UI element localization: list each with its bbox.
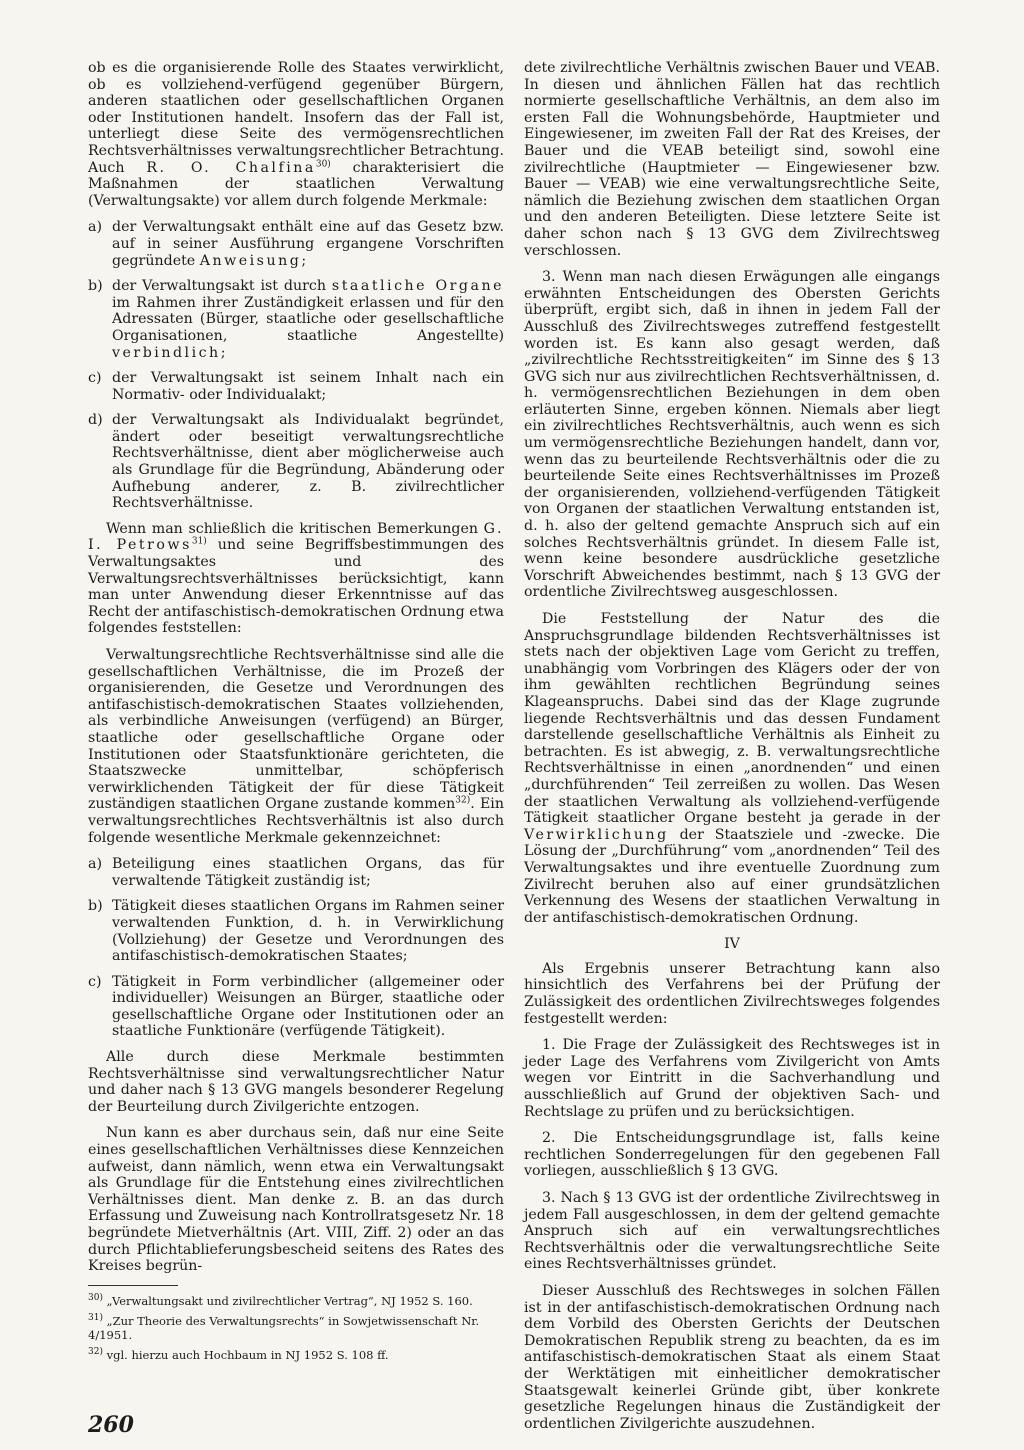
paragraph: ob es die organisierende Rolle des Staates verwirklicht, ob es vollziehend-verfügend gegenüber Bürgern, anderen staatlichen oder gesellschaftlichen Organen oder Institutionen handelt. Insofern das der Fall ist, unterliegt diese Seite des vermögensrechtlichen Rechtsverhältnisses verwaltungsrechtlicher Betrachtung. Auch R. O. Chalfina$^{30)}$ charakterisiert die Maßnahmen der staatlichen Verwaltung (Verwaltungsakte) vor allem durch folgende Merkmale: [88,60,505,209]
paragraph: 1. Die Frage der Zulässigkeit des Rechtsweges ist in jeder Lage des Verfahrens vom Zivilgericht von Amts wegen vor Eintritt in die Sachverhandlung und ausschließlich auf Grund der objektiven Sach- und Rechtslage zu prüfen und zu berücksichtigen. [524,1037,940,1120]
section-heading: IV [724,936,740,953]
footnote-ref: 31) [191,536,207,547]
list-item: b) der Verwaltungsakt ist durch staatliche Organe im Rahmen ihrer Zuständigkeit erlassen und für den Adressaten (Bürger, staatliche oder gesellschaftliche Organisationen, staatliche Angestellte) verbindlich; [88,278,504,361]
list-item: c) Tätigkeit in Form verbindlicher (allgemeiner oder individueller) Weisungen an Bürger, staatliche oder gesellschaftliche Organe oder Institutionen oder an staatliche Funktionäre (verfügende Tätigkeit). [88,973,504,1040]
list-item: c) der Verwaltungsakt ist seinem Inhalt nach ein Normativ- oder Individualakt; [88,370,504,403]
paragraph: Verwaltungsrechtliche Rechtsverhältnisse sind alle die gesellschaftlichen Verhältnisse, die im Prozeß der organisierenden, die Gesetze und Verordnungen des antifaschistisch-demokratischen Staates vollziehenden, als verbindliche Anweisungen (verfügend) an Bürger, staatliche oder gesellschaftliche Organe oder Institutionen oder Staatsfunktionäre gerichteten, die Staatszwecke unmittelbar, schöpferisch verwirklichenden Tätigkeit der für diese Tätigkeit zuständigen staatlichen Organe zustande kommen$^{32)}$. Ein verwaltungsrechtliches Rechtsverhältnis ist also durch folgende wesentliche Merkmale gekennzeichnet: [88,647,504,846]
footnote-ref: 30) [315,158,331,169]
paragraph: 2. Die Entscheidungsgrundlage ist, falls keine rechtlichen Sonderregelungen für den gegebenen Fall vorliegen, ausschließlich § 13 GVG. [524,1130,940,1180]
right-column [524,60,940,1442]
paragraph: Dieser Ausschluß des Rechtsweges in solchen Fällen ist in der antifaschistisch-demokratischen Ordnung nach dem Vorbild des Obersten Gerichts der Deutschen Demokratischen Republik streng zu beachten, da es im antifaschistisch-demokratischen Staat als einem Staat der Werktätigen mit einheitlicher demokratischer Staatsgewalt keinerlei Gründe gibt, über konkrete gesetzliche Regelungen hinaus die Zuständigkeit der ordentlichen Zivilgerichte auszudehnen. [524,1282,940,1432]
footnote-ref: 32) [455,795,471,806]
list-item: d) der Verwaltungsakt als Individualakt begründet, ändert oder beseitigt verwaltungsrechtliche Rechtsverhältnisse, dient aber möglicherweise auch als Grundlage für die Begründung, Abänderung oder Aufhebung anderer, z. B. zivilrechtlicher Rechtsverhältnisse. [88,412,504,512]
paragraph: 3. Nach § 13 GVG ist der ordentliche Zivilrechtsweg in jedem Fall ausgeschlossen, in dem der geltend gemachte Anspruch sich auf ein verwaltungsrechtliches Rechtsverhältnis oder die verwaltungsrechtliche Seite eines Rechtsverhältnisses gründet. [524,1190,940,1273]
list-item: a) Beteiligung eines staatlichen Organs, das für verwaltende Tätigkeit zuständig ist; [88,856,504,889]
list-item: b) Tätigkeit dieses staatlichen Organs im Rahmen seiner verwaltenden Funktion, d. h. in Verwirklichung (Vollziehung) der Gesetze und Verordnungen des antifaschistisch-demokratischen Staates; [88,898,504,965]
list-item: a) der Verwaltungsakt enthält eine auf das Gesetz bzw. auf in seiner Ausführung ergangene Vorschriften gegründete Anweisung; [88,219,504,269]
footnote-divider [88,1285,178,1286]
paragraph: dete zivilrechtliche Verhältnis zwischen Bauer und VEAB. In diesen und ähnlichen Fällen hat das rechtlich normierte gesellschaftliche Verhältnis, an dem also im ersten Fall die Wohnungsbehörde, Hauptmieter und Eingewiesener, im zweiten Fall der Rat des Kreises, der Bauer und die VEAB beteiligt sind, sowohl eine zivilrechtliche (Hauptmieter — Eingewiesener bzw. Bauer — VEAB) wie eine verwaltungsrechtliche Seite, nämlich die Beziehung zwischen dem staatlichen Organ und den anderen Beteiligten. Diese letztere Seite ist daher schon nach § 13 GVG dem Zivilrechtsweg verschlossen. [524,60,940,259]
author-name: R. O. Chalfina [146,159,316,176]
author-name: G. I. Petrows [88,520,504,554]
page-number: 260 [88,1412,134,1438]
paragraph: 3. Wenn man nach diesen Erwägungen alle eingangs erwähnten Entscheidungen des Obersten Gerichts überprüft, ergibt sich, daß in ihnen in jedem Fall der Ausschluß des Zivilrechtsweges zutreffend festgestellt worden ist. Es kann also gesagt werden, daß „zivilrechtliche Rechtsstreitigkeiten“ im Sinne des § 13 GVG sich nur aus zivilrechtlichen Rechtsverhältnissen, d. h. vermögensrechtlichen Beziehungen in dem oben erläuterten Sinne, ergeben können. Niemals aber liegt ein zivilrechtliches Rechtsverhältnis, auch wenn es sich um vermögensrechtliche Beziehungen handelt, dann vor, wenn das zu beurteilende Rechtsverhältnis oder die zu beurteilende Seite eines Rechtsverhältnisses im Prozeß der organisierenden, vollziehend-verfügenden Tätigkeit von Organen der staatlichen Verwaltung entstanden ist, d. h. also der geltend gemachte Anspruch sich auf ein solches Rechtsverhältnis gründet. In diesem Falle ist, wenn keine besondere ausdrückliche gesetzliche Vorschrift Abweichendes bestimmt, nach § 13 GVG der ordentliche Zivilrechtsweg ausgeschlossen. [524,269,940,601]
paragraph: Als Ergebnis unserer Betrachtung kann also hinsichtlich des Verfahrens bei der Prüfung der Zulässigkeit des ordentlichen Zivilrechtsweges folgendes festgestellt werden: [524,960,940,1027]
footnote: $^{30)}$ „Verwaltungsakt und zivilrechtlicher Vertrag“, NJ 1952 S. 160. [88,1292,473,1308]
footnote: $^{32)}$ vgl. hierzu auch Hochbaum in NJ 1952 S. 108 ff. [88,1346,389,1362]
paragraph: Die Feststellung der Natur des die Anspruchsgrundlage bildenden Rechtsverhältnisses ist stets nach der objektiven Lage vom Gericht zu treffen, unabhängig vom Vorbringen des Klägers oder der von ihm gewählten rechtlichen Begründung seines Klageanspruchs. Dabei sind das der Klage zugrunde liegende Rechtsverhältnis und das dessen Fundament darstellende gesellschaftliche Verhältnis als Einheit zu betrachten. Es ist abwegig, z. B. verwaltungsrechtliche Rechtsverhältnisse in einen „anordnenden“ und einen „durchführenden“ Teil zerreißen zu wollen. Das Wesen der staatlichen Verwaltung als vollziehend-verfügende Tätigkeit staatlicher Organe besteht ja gerade in der Verwirklichung der Staatsziele und -zwecke. Die Lösung der „Durchführung“ vom „anordnenden“ Teil des Verwaltungsaktes und ihre eventuelle Zuordnung zum Zivilrecht beruhen also auf einer grundsätzlichen Verkennung des Wesens der staatlichen Verwaltung in der antifaschistisch-demokratischen Ordnung. [524,611,940,926]
left-column [88,60,504,1368]
footnote: $^{31)}$ „Zur Theorie des Verwaltungsrechts“ in Sowjetwissenschaft Nr. 4/1951. [88,1312,480,1342]
paragraph: Alle durch diese Merkmale bestimmten Rechtsverhältnisse sind verwaltungsrechtlicher Natur und daher nach § 13 GVG mangels besonderer Regelung der Beurteilung durch Zivilgerichte entzogen. [88,1049,504,1115]
paragraph: Wenn man schließlich die kritischen Bemerkungen G. I. Petrows$^{31)}$ und seine Begriffsbestimmungen des Verwaltungsaktes und des Verwaltungsrechtsverhältnisses berücksichtigt, kann man unter Anwendung dieser Erkenntnisse auf das Recht der antifaschistisch-demokratischen Ordnung etwa folgendes feststellen: [88,520,504,637]
paragraph: Nun kann es aber durchaus sein, daß nur eine Seite eines gesellschaftlichen Verhältnisses diese Kennzeichen aufweist, dann nämlich, wenn etwa ein Verwaltungsakt als Grundlage für die Entstehung eines zivilrechtlichen Verhältnisses dient. Man denke z. B. an das durch Erfassung und Zuweisung nach Kontrollratsgesetz Nr. 18 begründete Mietverhältnis (Art. VIII, Ziff. 2) oder an das durch Pflichtablieferungsbescheid seitens des Rates des Kreises begrün- [88,1125,504,1275]
